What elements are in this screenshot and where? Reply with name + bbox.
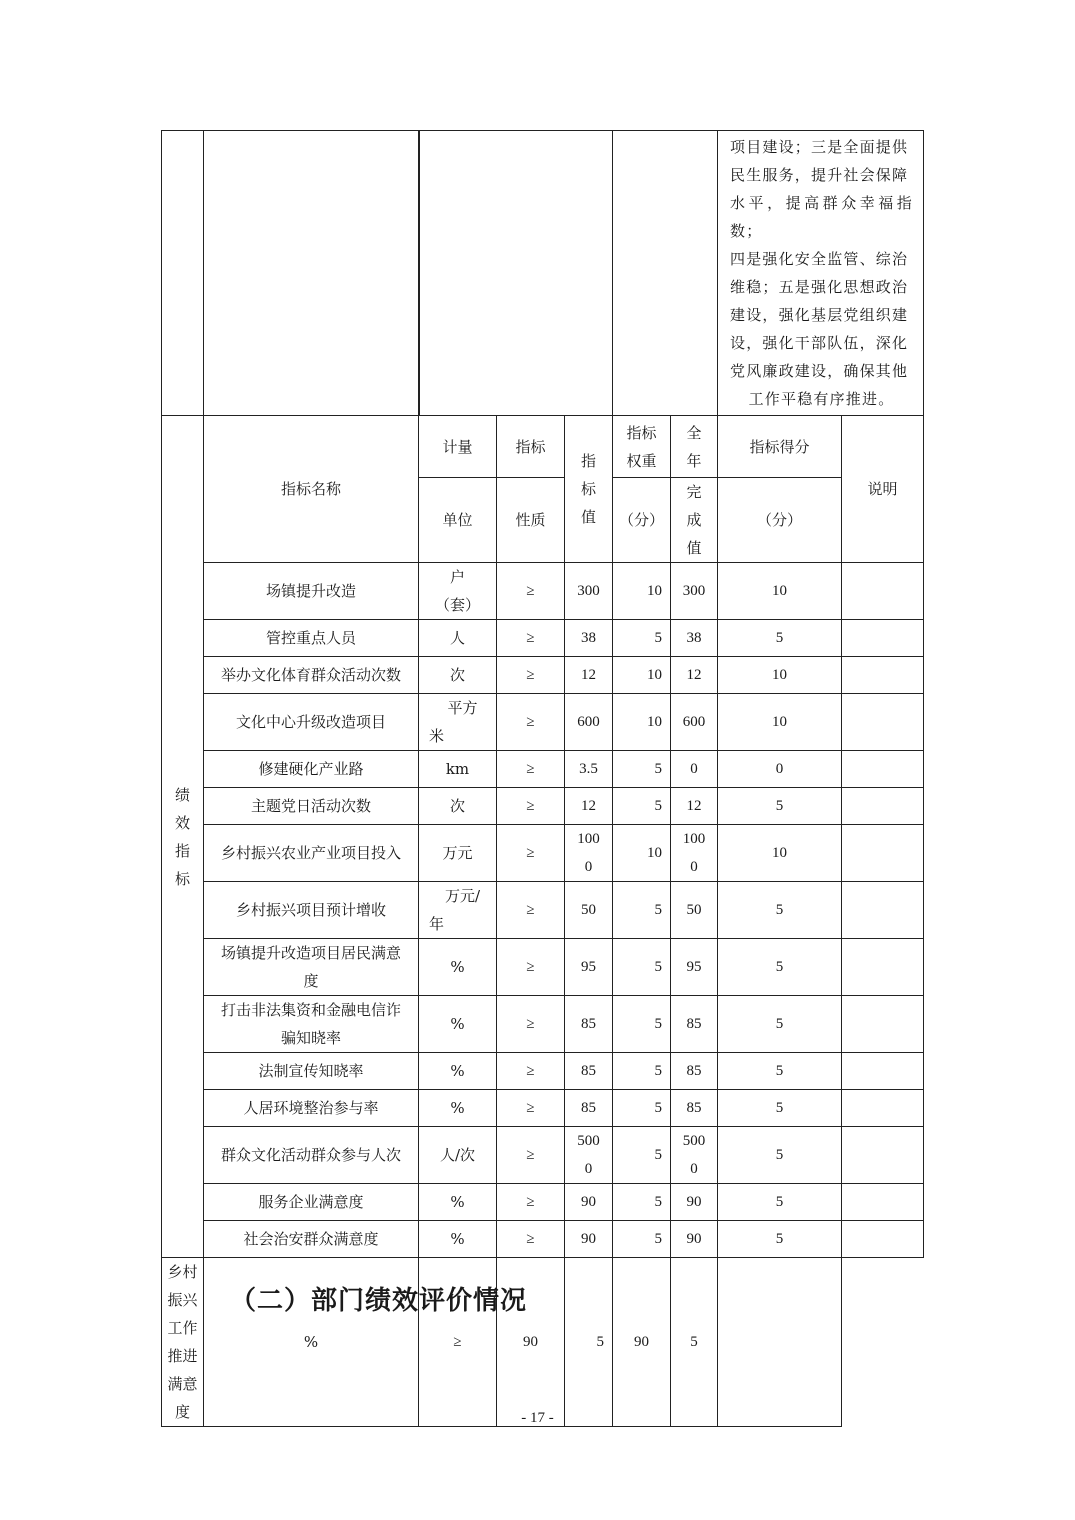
header-unit-top: 计量: [419, 416, 497, 478]
unit-text: %: [450, 1193, 465, 1211]
note-cell: [842, 1127, 924, 1184]
actual-value: 95: [686, 959, 702, 975]
nature-cell: ≥: [497, 939, 565, 996]
weight-cell: 5: [613, 751, 671, 788]
target-value-cell: [565, 563, 613, 620]
actual-value-cell: [671, 1053, 718, 1090]
actual-value-cell: [671, 563, 718, 620]
indicator-name-cell: [204, 882, 419, 939]
intro-blank-3: [419, 131, 613, 416]
indicator-name: 社会治安群众满意度: [243, 1230, 379, 1248]
table-row: [162, 1053, 924, 1090]
nature-cell: ≥: [497, 620, 565, 657]
intro-blank-4: [613, 131, 718, 416]
score-cell: 10: [718, 825, 842, 882]
indicator-name: 主题党日活动次数: [250, 797, 371, 815]
actual-value: 0: [690, 761, 698, 777]
page-number: - 17 -: [521, 1410, 554, 1426]
unit-cell: [419, 825, 497, 882]
indicator-name-cell: [204, 1127, 419, 1184]
header-row-top: [162, 416, 924, 478]
score-cell: 10: [718, 563, 842, 620]
target-value: 38: [581, 630, 596, 646]
target-value: 85: [581, 1100, 596, 1116]
weight-cell: 5: [613, 1090, 671, 1127]
unit-text: %: [450, 1062, 465, 1080]
note-cell: [842, 1053, 924, 1090]
target-value: 12: [581, 667, 596, 683]
indicator-name-cell: [204, 939, 419, 996]
weight-cell: 10: [613, 694, 671, 751]
header-actual-char: 完: [686, 483, 702, 501]
weight-cell: 10: [613, 825, 671, 882]
unit-text: km: [445, 760, 470, 778]
score-cell: 5: [671, 1258, 718, 1427]
target-value: 600: [577, 714, 600, 730]
header-value-char: 值: [580, 508, 596, 526]
nature-cell: ≥: [497, 1053, 565, 1090]
indicator-name: 乡村振兴工作推进满意度: [167, 1263, 198, 1421]
intro-text-line: 项目建设；三是全面提供: [730, 138, 909, 156]
intro-text-line: 水平，提高群众幸福指数；: [730, 194, 913, 240]
indicator-name-cell: [162, 1258, 204, 1427]
weight-cell: 5: [613, 1184, 671, 1221]
target-value-cell: [565, 620, 613, 657]
target-value-cell: [565, 1053, 613, 1090]
target-value: 500: [577, 1133, 600, 1149]
intro-text-line: 设，强化干部队伍，深化: [730, 334, 909, 352]
indicator-name-cell: [204, 657, 419, 694]
score-cell: 5: [718, 788, 842, 825]
header-weight-line: 权重: [626, 451, 657, 470]
target-value-cell: [565, 1184, 613, 1221]
target-value: 300: [577, 583, 600, 599]
indicator-name: 打击非法集资和金融电信诈: [220, 1001, 401, 1019]
nature-cell: ≥: [497, 751, 565, 788]
indicator-name-cell: [204, 620, 419, 657]
intro-blank-1: [162, 131, 204, 416]
unit-cell: [419, 1184, 497, 1221]
weight-cell: 5: [565, 1258, 613, 1427]
actual-value-cell: [671, 996, 718, 1053]
weight-cell: 10: [613, 563, 671, 620]
target-value: 90: [523, 1334, 538, 1350]
actual-value-cell: [671, 1127, 718, 1184]
header-value-char: 标: [580, 480, 596, 498]
target-value: 3.5: [579, 761, 598, 777]
unit-text: 次: [449, 666, 465, 684]
unit-text: 年: [429, 915, 445, 933]
actual-value: 12: [686, 667, 702, 683]
score-cell: 5: [718, 1053, 842, 1090]
actual-value: 0: [690, 859, 698, 875]
section-heading: （二）部门绩效评价情况: [230, 1286, 528, 1316]
score-cell: 5: [718, 620, 842, 657]
actual-value-cell: [671, 1184, 718, 1221]
unit-text: %: [450, 1099, 465, 1117]
note-cell: [842, 882, 924, 939]
weight-cell: 5: [613, 882, 671, 939]
intro-text-line: 维稳；五是强化思想政治: [730, 278, 909, 296]
header-nature-bottom: 性质: [497, 478, 565, 563]
table-row: [162, 1127, 924, 1184]
target-value-cell: [565, 1127, 613, 1184]
intro-text-line: 党风廉政建设，确保其他: [730, 362, 909, 380]
target-value: 0: [584, 1161, 593, 1177]
indicator-name-cell: [204, 563, 419, 620]
header-score-bottom: （分）: [718, 478, 842, 563]
unit-text: 万元/: [444, 887, 481, 905]
indicator-name: 乡村振兴项目预计增收: [235, 901, 386, 919]
actual-value-cell: [671, 788, 718, 825]
unit-cell: [419, 751, 497, 788]
nature-cell: ≥: [497, 657, 565, 694]
header-nature-top: 指标: [497, 416, 565, 478]
intro-text-line: 工作平稳有序推进。: [748, 390, 895, 408]
table-row: [162, 825, 924, 882]
side-label-char: 效: [174, 813, 190, 832]
unit-text: 次: [449, 797, 465, 815]
unit-text: 人: [449, 629, 465, 647]
actual-value: 100: [682, 831, 706, 847]
indicator-name-cell: [204, 825, 419, 882]
target-value-cell: [565, 788, 613, 825]
indicator-name: 管控重点人员: [265, 629, 356, 647]
weight-cell: 10: [613, 657, 671, 694]
indicator-name-cell: [204, 788, 419, 825]
actual-value: 500: [682, 1133, 706, 1149]
indicator-name: 乡村振兴农业产业项目投入: [220, 844, 401, 862]
intro-row: [162, 131, 924, 416]
header-actual-bottom: [671, 478, 718, 563]
table-row: [162, 620, 924, 657]
score-cell: 5: [718, 882, 842, 939]
header-unit-bottom: 单位: [419, 478, 497, 563]
header-actual-char: 成: [686, 511, 702, 529]
actual-value: 85: [686, 1100, 702, 1116]
unit-cell: [419, 694, 497, 751]
target-value: 90: [581, 1194, 596, 1210]
weight-cell: 5: [613, 1053, 671, 1090]
indicator-name: 场镇提升改造项目居民满意: [220, 944, 401, 962]
header-note: 说明: [842, 416, 924, 563]
unit-cell: [419, 788, 497, 825]
actual-value-cell: [671, 1221, 718, 1258]
indicator-name-cell: [204, 694, 419, 751]
intro-text-line: 民生服务，提升社会保障: [730, 166, 909, 184]
indicator-name-cell: [204, 996, 419, 1053]
score-cell: 5: [718, 939, 842, 996]
score-cell: 5: [718, 996, 842, 1053]
unit-cell: [419, 657, 497, 694]
score-cell: 5: [718, 1184, 842, 1221]
header-actual-char: 全: [686, 423, 702, 442]
indicator-name: 举办文化体育群众活动次数: [220, 666, 401, 684]
actual-value: 600: [682, 714, 706, 730]
indicator-name: 度: [303, 972, 319, 990]
weight-cell: 5: [613, 788, 671, 825]
table-row: [162, 657, 924, 694]
target-value: 90: [581, 1231, 596, 1247]
side-label-char: 绩: [174, 785, 190, 804]
nature-cell: ≥: [497, 788, 565, 825]
actual-value-cell: [671, 620, 718, 657]
indicator-name: 场镇提升改造: [265, 582, 356, 600]
score-cell: 10: [718, 657, 842, 694]
note-cell: [842, 694, 924, 751]
table-row: [162, 1221, 924, 1258]
header-value: [565, 416, 613, 563]
target-value-cell: [565, 657, 613, 694]
actual-value: 0: [690, 1161, 698, 1177]
side-label-char: 标: [174, 869, 190, 888]
note-cell: [842, 1090, 924, 1127]
unit-text: %: [450, 1230, 465, 1248]
score-cell: 10: [718, 694, 842, 751]
note-cell: [842, 657, 924, 694]
nature-cell: ≥: [497, 1090, 565, 1127]
intro-text-line: 四是强化安全监管、综治: [730, 250, 909, 268]
indicator-name: 文化中心升级改造项目: [235, 713, 386, 731]
nature-cell: ≥: [419, 1258, 497, 1427]
indicator-name: 骗知晓率: [280, 1029, 341, 1047]
actual-value-cell: [671, 694, 718, 751]
side-label-char: 指: [174, 841, 190, 860]
weight-cell: 5: [613, 996, 671, 1053]
target-value: 0: [584, 859, 593, 875]
unit-text: 米: [429, 727, 445, 745]
actual-value: 300: [682, 583, 706, 599]
note-cell: [842, 788, 924, 825]
note-cell: [842, 825, 924, 882]
intro-blank-2: [204, 131, 419, 416]
unit-text: %: [303, 1333, 319, 1351]
weight-cell: 5: [613, 620, 671, 657]
nature-cell: ≥: [497, 825, 565, 882]
nature-cell: ≥: [497, 1184, 565, 1221]
unit-cell: [419, 563, 497, 620]
nature-cell: ≥: [497, 996, 565, 1053]
target-value: 12: [581, 798, 596, 814]
target-value: 100: [577, 831, 600, 847]
actual-value-cell: [671, 825, 718, 882]
unit-cell: [419, 1053, 497, 1090]
weight-cell: 5: [613, 1221, 671, 1258]
indicator-name: 群众文化活动群众参与人次: [220, 1146, 401, 1164]
target-value-cell: [565, 1090, 613, 1127]
header-actual-char: 年: [686, 451, 702, 470]
table-row: [162, 1184, 924, 1221]
actual-value-cell: [613, 1258, 671, 1427]
unit-cell: [419, 996, 497, 1053]
indicator-name-cell: [204, 751, 419, 788]
indicator-name: 法制宣传知晓率: [258, 1062, 364, 1080]
header-value-char: 指: [580, 452, 596, 470]
unit-text: 平方: [447, 699, 478, 717]
target-value-cell: [565, 996, 613, 1053]
header-weight-bottom: （分）: [613, 478, 671, 563]
table-row: [162, 751, 924, 788]
indicator-name-cell: [204, 1221, 419, 1258]
unit-text: （套）: [434, 596, 480, 614]
nature-cell: ≥: [497, 882, 565, 939]
actual-value: 12: [686, 798, 702, 814]
target-value-cell: [565, 1221, 613, 1258]
unit-text: 户: [449, 568, 465, 586]
score-cell: 5: [718, 1090, 842, 1127]
actual-value: 90: [634, 1334, 649, 1350]
actual-value-cell: [671, 882, 718, 939]
header-actual-top: [671, 416, 718, 478]
unit-cell: [419, 1090, 497, 1127]
indicator-name: 人居环境整治参与率: [243, 1099, 379, 1117]
note-cell: [842, 751, 924, 788]
score-cell: 0: [718, 751, 842, 788]
actual-value-cell: [671, 657, 718, 694]
intro-text-cell: [718, 131, 924, 416]
actual-value-cell: [671, 1090, 718, 1127]
weight-cell: 5: [613, 1127, 671, 1184]
unit-text: %: [450, 1015, 465, 1033]
note-cell: [842, 1184, 924, 1221]
actual-value: 85: [686, 1063, 702, 1079]
header-weight-top: [613, 416, 671, 478]
actual-value: 90: [686, 1231, 702, 1247]
nature-cell: ≥: [497, 563, 565, 620]
target-value-cell: [565, 751, 613, 788]
unit-cell: [419, 1221, 497, 1258]
header-actual-char: 值: [686, 539, 702, 557]
actual-value: 38: [686, 630, 702, 646]
table-row: [162, 882, 924, 939]
score-cell: 5: [718, 1221, 842, 1258]
target-value-cell: [565, 694, 613, 751]
nature-cell: ≥: [497, 694, 565, 751]
table-row: [162, 939, 924, 996]
table-row: [162, 563, 924, 620]
note-cell: [842, 1221, 924, 1258]
indicator-name-cell: [204, 1053, 419, 1090]
header-weight-line: 指标: [626, 423, 657, 442]
target-value: 85: [581, 1063, 596, 1079]
target-value: 85: [581, 1016, 596, 1032]
nature-cell: ≥: [497, 1127, 565, 1184]
note-cell: [842, 620, 924, 657]
unit-cell: [419, 939, 497, 996]
header-name: 指标名称: [204, 416, 419, 563]
note-cell: [842, 939, 924, 996]
unit-text: 万元: [442, 844, 473, 862]
side-label-cell: [162, 416, 204, 1258]
note-cell: [842, 563, 924, 620]
table-row: [162, 694, 924, 751]
target-value: 50: [581, 902, 596, 918]
unit-cell: [419, 1127, 497, 1184]
actual-value: 85: [686, 1016, 702, 1032]
table-row: [162, 1090, 924, 1127]
actual-value-cell: [671, 939, 718, 996]
unit-text: 人/次: [439, 1146, 476, 1164]
note-cell: [718, 1258, 842, 1427]
actual-value-cell: [671, 751, 718, 788]
target-value-cell: [565, 825, 613, 882]
performance-indicator-table: [161, 130, 924, 1427]
header-score-top: 指标得分: [718, 416, 842, 478]
table-row: [162, 788, 924, 825]
weight-cell: 5: [613, 939, 671, 996]
target-value: 95: [581, 959, 596, 975]
indicator-name: 修建硬化产业路: [258, 760, 364, 778]
target-value-cell: [565, 882, 613, 939]
indicator-name-cell: [204, 1090, 419, 1127]
unit-cell: [419, 620, 497, 657]
intro-text-line: 建设，强化基层党组织建: [730, 306, 909, 324]
actual-value: 50: [686, 902, 702, 918]
target-value-cell: [565, 939, 613, 996]
indicator-name-cell: [204, 1184, 419, 1221]
indicator-name: 服务企业满意度: [258, 1193, 364, 1211]
score-cell: 5: [718, 1127, 842, 1184]
nature-cell: ≥: [497, 1221, 565, 1258]
table-row: [162, 996, 924, 1053]
unit-cell: [419, 882, 497, 939]
unit-text: %: [450, 958, 465, 976]
note-cell: [842, 996, 924, 1053]
actual-value: 90: [686, 1194, 702, 1210]
